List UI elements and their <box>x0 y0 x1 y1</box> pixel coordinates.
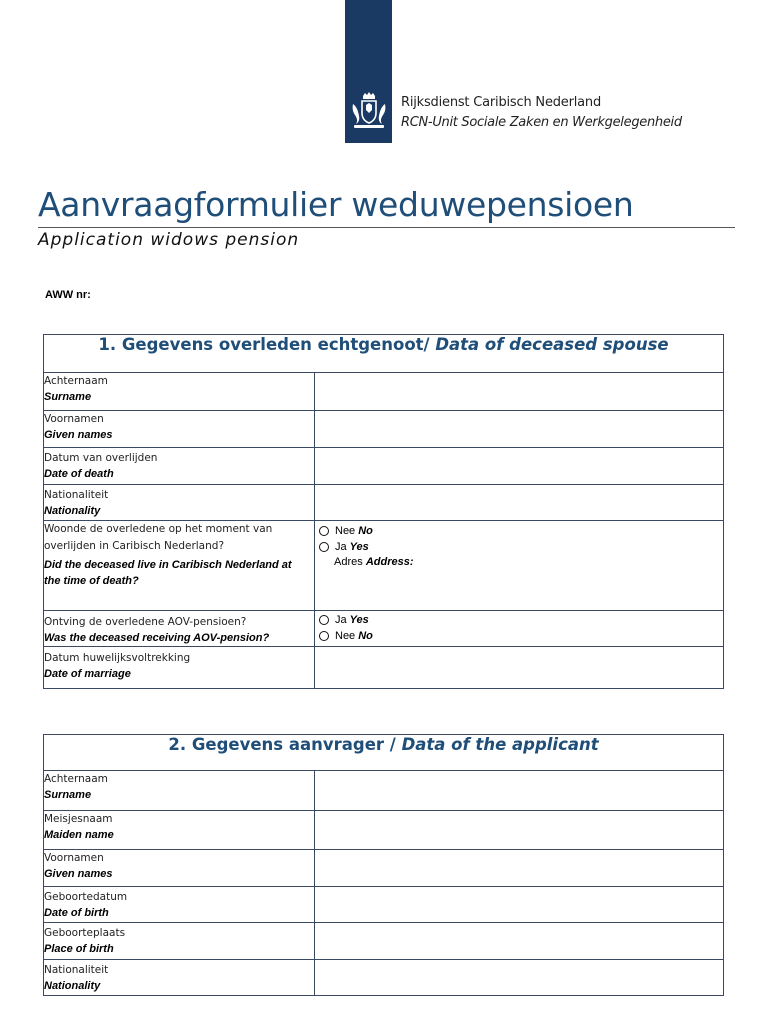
table-row <box>44 850 724 887</box>
page-title: Aanvraagformulier weduwepensioen <box>38 185 634 224</box>
maiden-name-label: Meisjesnaam Maiden name <box>44 811 315 850</box>
table-row <box>44 647 724 689</box>
applicant-nationality-field[interactable] <box>315 960 724 996</box>
nationality-label: Nationaliteit Nationality <box>44 485 315 521</box>
title-divider <box>38 227 735 228</box>
deceased-given-names-field[interactable] <box>315 411 724 448</box>
address-field[interactable]: Adres Address: <box>334 556 414 568</box>
table-row <box>44 485 724 521</box>
section2-header <box>44 735 724 771</box>
page-subtitle: Application widows pension <box>38 230 300 250</box>
aww-number-label: AWW nr: <box>45 289 91 301</box>
section1-title-nl: 1. Gegevens overleden echtgenoot/ <box>98 335 430 354</box>
applicant-surname-label: Achternaam Surname <box>44 771 315 811</box>
table-row <box>44 411 724 448</box>
applicant-nationality-label: Nationaliteit Nationality <box>44 960 315 996</box>
section1-header <box>44 335 724 373</box>
radio-option-no[interactable]: Nee No <box>319 628 723 644</box>
place-of-birth-label: Geboorteplaats Place of birth <box>44 923 315 960</box>
table-row <box>44 960 724 996</box>
marriage-date-field[interactable] <box>315 647 724 689</box>
marriage-date-label: Datum huwelijksvoltrekking Date of marriage <box>44 647 315 689</box>
section1-title-en: Data of deceased spouse <box>435 335 669 354</box>
table-row <box>44 811 724 850</box>
radio-icon[interactable] <box>319 542 329 552</box>
deceased-spouse-table <box>43 334 724 689</box>
table-row <box>44 887 724 923</box>
table-row <box>44 923 724 960</box>
org-name: Rijksdienst Caribisch Nederland <box>401 95 602 110</box>
applicant-table <box>43 734 724 996</box>
deceased-nationality-field[interactable] <box>315 485 724 521</box>
maiden-name-field[interactable] <box>315 811 724 850</box>
table-row <box>44 611 724 647</box>
radio-icon[interactable] <box>319 526 329 536</box>
deceased-surname-field[interactable] <box>315 373 724 411</box>
table-row <box>44 521 724 611</box>
place-of-birth-field[interactable] <box>315 923 724 960</box>
table-row <box>44 373 724 411</box>
logo-bar <box>345 0 392 143</box>
date-of-death-label: Datum van overlijden Date of death <box>44 448 315 485</box>
surname-label: Achternaam Surname <box>44 373 315 411</box>
date-of-birth-label: Geboortedatum Date of birth <box>44 887 315 923</box>
lived-in-cn-options <box>315 521 724 611</box>
radio-option-yes[interactable]: Ja Yes <box>319 612 723 628</box>
coat-of-arms-icon <box>349 92 389 132</box>
radio-icon[interactable] <box>319 631 329 641</box>
applicant-surname-field[interactable] <box>315 771 724 811</box>
section2-title-en: Data of the applicant <box>401 735 599 754</box>
radio-icon[interactable] <box>319 615 329 625</box>
aov-pension-options <box>315 611 724 647</box>
org-unit: RCN-Unit Sociale Zaken en Werkgelegenheid <box>401 115 682 130</box>
date-of-death-field[interactable] <box>315 448 724 485</box>
section2-title-nl: 2. Gegevens aanvrager / <box>168 735 396 754</box>
given-names-label: Voornamen Given names <box>44 411 315 448</box>
radio-option-yes[interactable]: Ja Yes <box>319 539 723 555</box>
aov-pension-label: Ontving de overledene AOV-pensioen? Was the deceased receiving AOV-pension? <box>44 611 315 647</box>
applicant-given-names-label: Voornamen Given names <box>44 850 315 887</box>
date-of-birth-field[interactable] <box>315 887 724 923</box>
applicant-given-names-field[interactable] <box>315 850 724 887</box>
table-row <box>44 771 724 811</box>
table-row <box>44 448 724 485</box>
radio-option-no[interactable]: Nee No <box>319 523 723 539</box>
lived-in-cn-label: Woonde de overledene op het moment van overlijden in Caribisch Nederland? Did the deceased live in Caribisch Nederland at the time of death? <box>44 521 315 611</box>
